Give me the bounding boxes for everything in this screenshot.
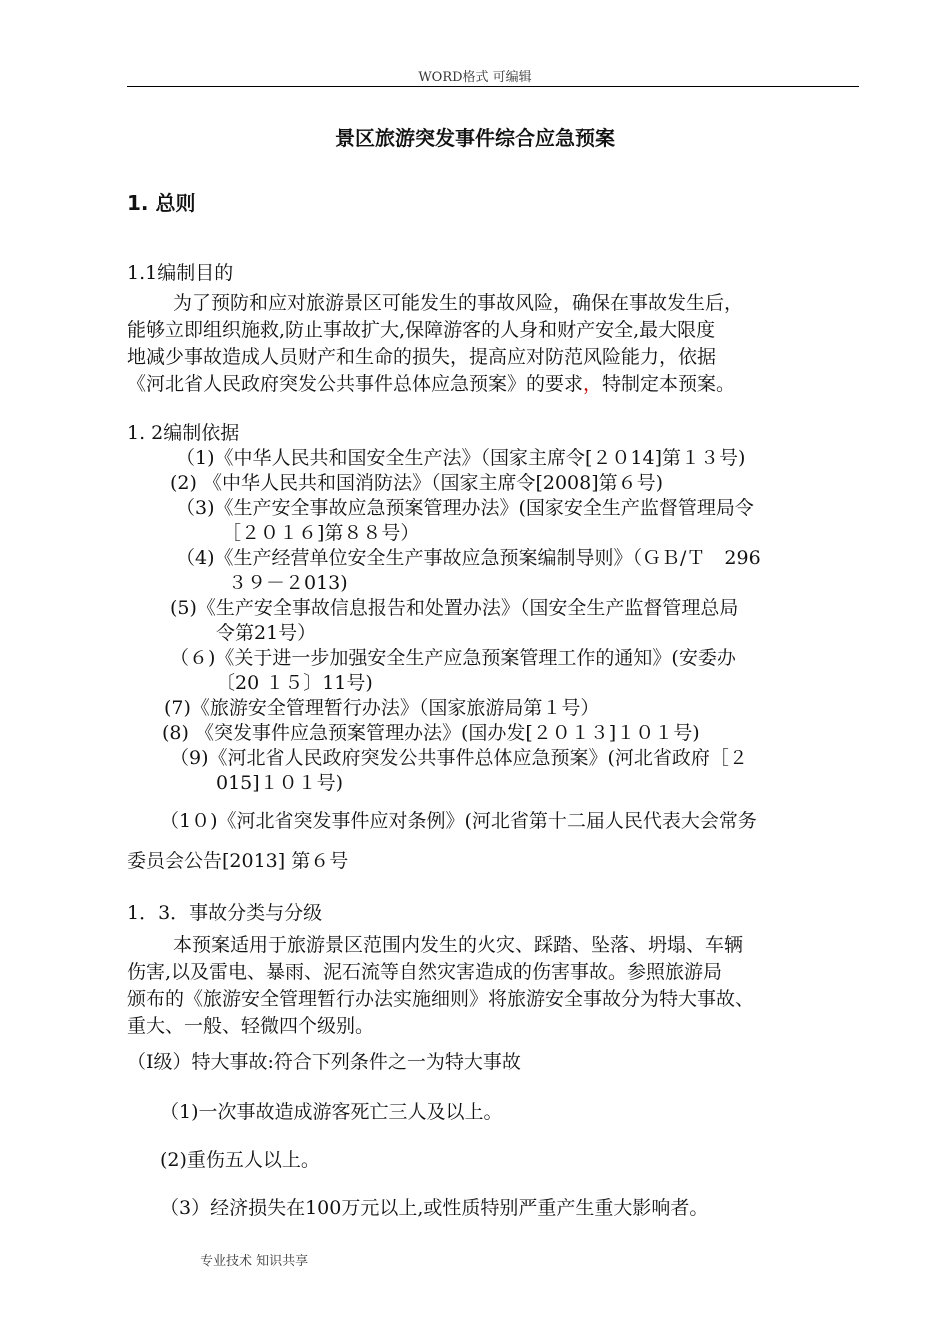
reference-text: （1)《中华人民共和国安全生产法》（国家主席令[２０14]第１３号) (176, 447, 746, 469)
red-comma: ， (583, 373, 603, 395)
reference-text: (2) 《中华人民共和国消防法》（国家主席令[2008]第６号) (170, 472, 664, 494)
reference-item (162, 721, 700, 746)
reference-item (176, 546, 761, 596)
level-1-definition: （Ⅰ级）特大事故:符合下列条件之一为特大事故 (127, 1051, 521, 1073)
condition-item: （3）经济损失在100万元以上,或性质特别严重产生重大影响者。 (160, 1197, 709, 1219)
reference-text: (5)《生产安全事故信息报告和处置办法》（国安全生产监督管理总局 (170, 597, 739, 619)
section-1-3-paragraph (127, 932, 859, 1040)
reference-text: （3)《生产安全事故应急预案管理办法》(国家安全生产监督管理局令 (176, 497, 754, 519)
section-1-3-heading: 1．3．事故分类与分级 (127, 902, 323, 924)
paragraph-text: 《河北省人民政府突发公共事件总体应急预案》的要求 (127, 373, 584, 395)
paragraph-line: 地减少事故造成人员财产和生命的损失，提高应对防范风险能力，依据 (127, 346, 717, 368)
condition-item: (2)重伤五人以上。 (160, 1149, 320, 1171)
section-1-heading: 1. 总则 (127, 191, 196, 215)
reference-item (170, 471, 663, 496)
reference-item (164, 696, 599, 721)
reference-text: (7)《旅游安全管理暂行办法》（国家旅游局第１号） (164, 697, 600, 719)
section-1-2-heading: 1. 2编制依据 (127, 422, 240, 444)
page-header: WORD格式 可编辑 (418, 70, 532, 85)
reference-text: （６)《关于进一步加强安全生产应急预案管理工作的通知》(安委办 (170, 647, 736, 669)
reference-text-continued: ［２０１６]第８８号） (222, 522, 420, 544)
paragraph-line: 本预案适用于旅游景区范围内发生的火灾、踩踏、坠落、坍塌、车辆 (173, 934, 744, 956)
section-1-1-heading: 1.1编制目的 (127, 262, 234, 284)
condition-item: （1)一次事故造成游客死亡三人及以上。 (160, 1101, 503, 1123)
document-title: 景区旅游突发事件综合应急预案 (335, 126, 615, 150)
section-1-1-paragraph (127, 290, 859, 398)
paragraph-line: 颁布的《旅游安全管理暂行办法实施细则》将旅游安全事故分为特大事故、 (127, 988, 755, 1010)
reference-text-continued: ３９－２013) (228, 572, 348, 594)
reference-text: （4)《生产经营单位安全生产事故应急预案编制导则》（ＧＢ/Ｔ 296 (176, 547, 761, 569)
paragraph-text: 特制定本预案。 (602, 373, 736, 395)
reference-item-10-continued: 委员会公告[2013] 第６号 (127, 850, 349, 872)
reference-text: （9)《河北省人民政府突发公共事件总体应急预案》(河北省政府［２ (170, 747, 748, 769)
page-footer: 专业技术 知识共享 (200, 1254, 309, 1269)
reference-text-continued: 015]１０１号) (216, 772, 344, 794)
paragraph-line: 能够立即组织施救,防止事故扩大,保障游客的人身和财产安全,最大限度 (127, 319, 716, 341)
header-rule (127, 86, 859, 87)
reference-item (170, 646, 736, 696)
reference-item (176, 446, 745, 471)
paragraph-line: 为了预防和应对旅游景区可能发生的事故风险，确保在事故发生后， (173, 292, 744, 314)
paragraph-line: 伤害,以及雷电、暴雨、泥石流等自然灾害造成的伤害事故。参照旅游局 (127, 961, 723, 983)
paragraph-line: 重大、一般、轻微四个级别。 (127, 1015, 375, 1037)
reference-text-continued: 令第21号） (216, 622, 317, 644)
reference-text: (8) 《突发事件应急预案管理办法》(国办发[２０１３]１０１号) (162, 722, 700, 744)
reference-item (170, 596, 738, 646)
paragraph-line (127, 371, 859, 398)
reference-text-continued: 〔20 １５〕11号) (216, 672, 373, 694)
reference-item-10: （1０)《河北省突发事件应对条例》(河北省第十二届人民代表大会常务 (160, 810, 757, 832)
reference-item (176, 496, 754, 546)
reference-item (170, 746, 748, 796)
